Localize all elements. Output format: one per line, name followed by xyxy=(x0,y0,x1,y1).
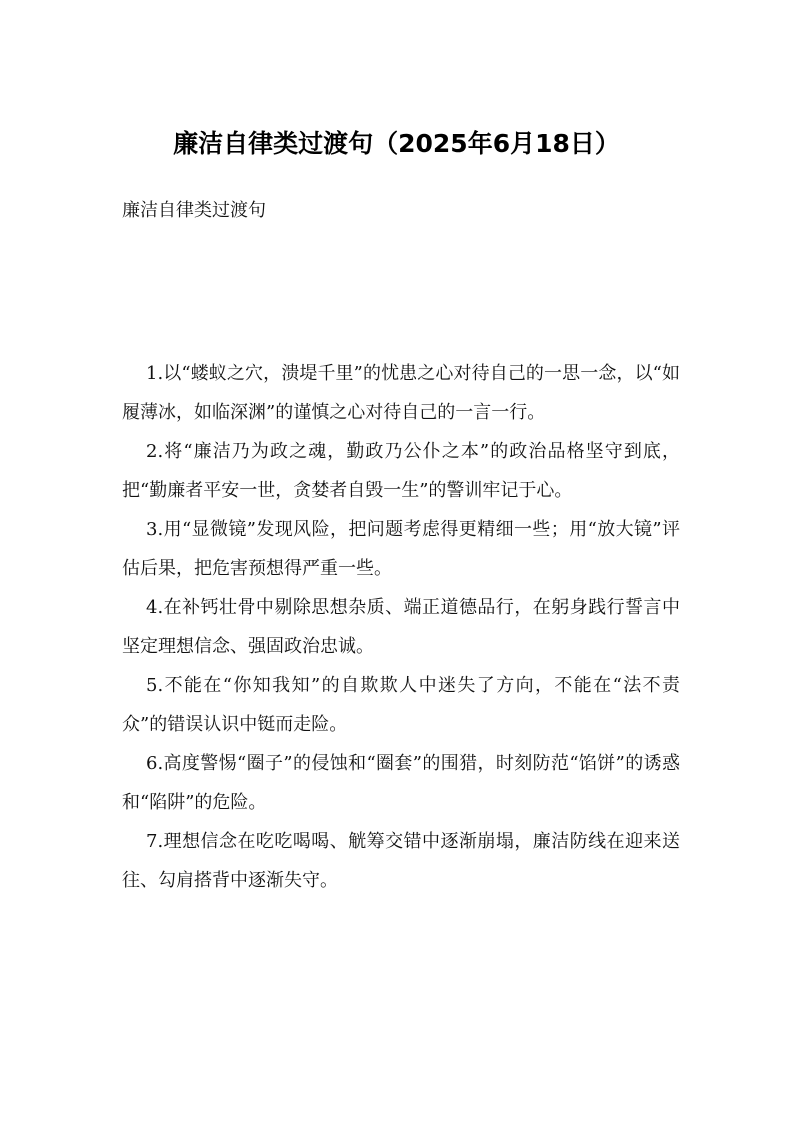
paragraph-1: 1.以“蝼蚁之穴，溃堤千里”的忧患之心对待自己的一思一念，以“如履薄冰，如临深渊”的谨慎之心对待自己的一言一行。 xyxy=(122,363,680,423)
paragraph-7: 7.理想信念在吃吃喝喝、觥筹交错中逐渐崩塌，廉洁防线在迎来送往、勾肩搭背中逐渐失守。 xyxy=(122,831,680,891)
paragraph-2: 2.将“廉洁乃为政之魂，勤政乃公仆之本”的政治品格坚守到底，把“勤廉者平安一世，贪婪者自毁一生”的警训牢记于心。 xyxy=(122,441,680,501)
document-body xyxy=(122,354,680,900)
paragraph-3: 3.用“显微镜”发现风险，把问题考虑得更精细一些；用“放大镜”评估后果，把危害预想得严重一些。 xyxy=(122,519,680,579)
paragraph-4: 4.在补钙壮骨中剔除思想杂质、端正道德品行，在躬身践行誓言中坚定理想信念、强固政治忠诚。 xyxy=(122,597,680,657)
document-title: 廉洁自律类过渡句（2025年6月18日） xyxy=(173,129,620,158)
paragraph-6: 6.高度警惕“圈子”的侵蚀和“圈套”的围猎，时刻防范“馅饼”的诱惑和“陷阱”的危险。 xyxy=(122,753,680,813)
paragraph-5: 5.不能在“你知我知”的自欺欺人中迷失了方向，不能在“法不责众”的错误认识中铤而走险。 xyxy=(122,675,680,735)
document-subtitle: 廉洁自律类过渡句 xyxy=(122,200,266,221)
